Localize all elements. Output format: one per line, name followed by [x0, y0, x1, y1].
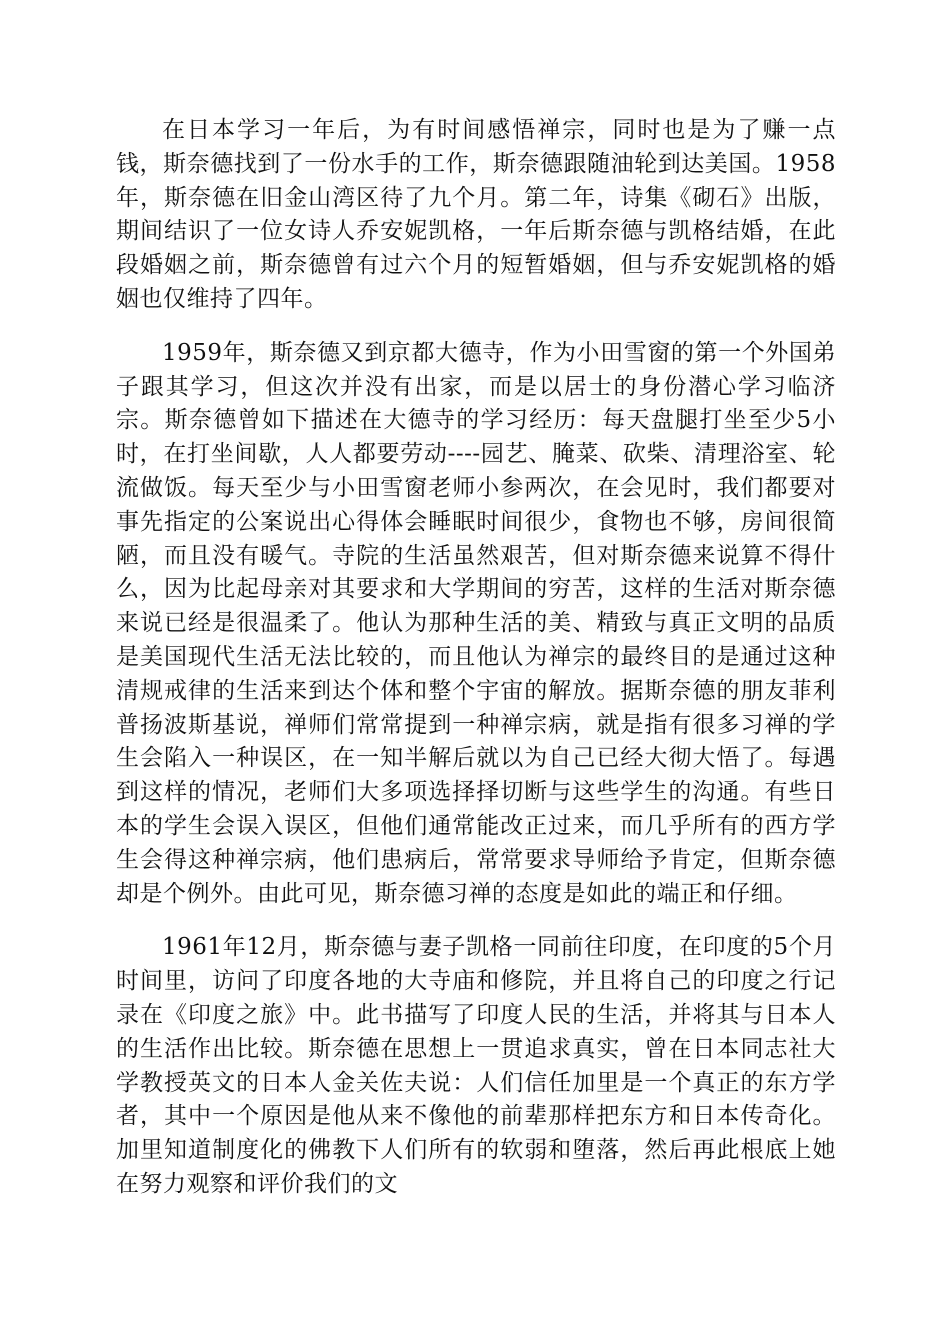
paragraph-3: 1961年12月，斯奈德与妻子凯格一同前往印度，在印度的5个月时间里，访问了印度各地的大寺庙和修院，并且将自己的印度之行记录在《印度之旅》中。此书描写了印度人民的生活，并将其与日本人的生活作出比较。斯奈德在思想上一贯追求真实，曾在日本同志社大学教授英文的日本人金关佐夫说：人们信任加里是一个真正的东方学者，其中一个原因是他从来不像他的前辈那样把东方和日本传奇化。加里知道制度化的佛教下人们所有的软弱和堕落，然后再此根底上她在努力观察和评价我们的文 — [116, 934, 836, 1197]
paragraph-2: 1959年，斯奈德又到京都大德寺，作为小田雪窗的第一个外国弟子跟其学习，但这次并没有出家，而是以居士的身份潜心学习临济宗。斯奈德曾如下描述在大德寺的学习经历：每天盘腿打坐至少5小时，在打坐间歇，人人都要劳动----园艺、腌菜、砍柴、清理浴室、轮流做饭。每天至少与小田雪窗老师小参两次，在会见时，我们都要对事先指定的公案说出心得体会睡眠时间很少，食物也不够，房间很简陋，而且没有暖气。寺院的生活虽然艰苦，但对斯奈德来说算不得什么，因为比起母亲对其要求和大学期间的穷苦，这样的生活对斯奈德来说已经是很温柔了。他认为那种生活的美、精致与真正文明的品质是美国现代生活无法比较的，而且他认为禅宗的最终目的是通过这种清规戒律的生活来到达个体和整个宇宙的解放。据斯奈德的朋友菲利普扬波斯基说，禅师们常常提到一种禅宗病，就是指有很多习禅的学生会陷入一种误区，在一知半解后就以为自己已经大彻大悟了。每遇到这样的情况，老师们大多项选择择切断与这些学生的沟通。有些日本的学生会误入误区，但他们通常能改正过来，而几乎所有的西方学生会得这种禅宗病，他们患病后，常常要求导师给予肯定，但斯奈德却是个例外。由此可见，斯奈德习禅的态度是如此的端正和仔细。 — [116, 339, 836, 907]
paragraph-1: 在日本学习一年后，为有时间感悟禅宗，同时也是为了赚一点钱，斯奈德找到了一份水手的工作，斯奈德跟随油轮到达美国。1958年，斯奈德在旧金山湾区待了九个月。第二年，诗集《砌石》出版，期间结识了一位女诗人乔安妮凯格，一年后斯奈德与凯格结婚，在此段婚姻之前，斯奈德曾有过六个月的短暂婚姻，但与乔安妮凯格的婚姻也仅维持了四年。 — [116, 117, 836, 312]
document-body — [116, 114, 836, 1202]
